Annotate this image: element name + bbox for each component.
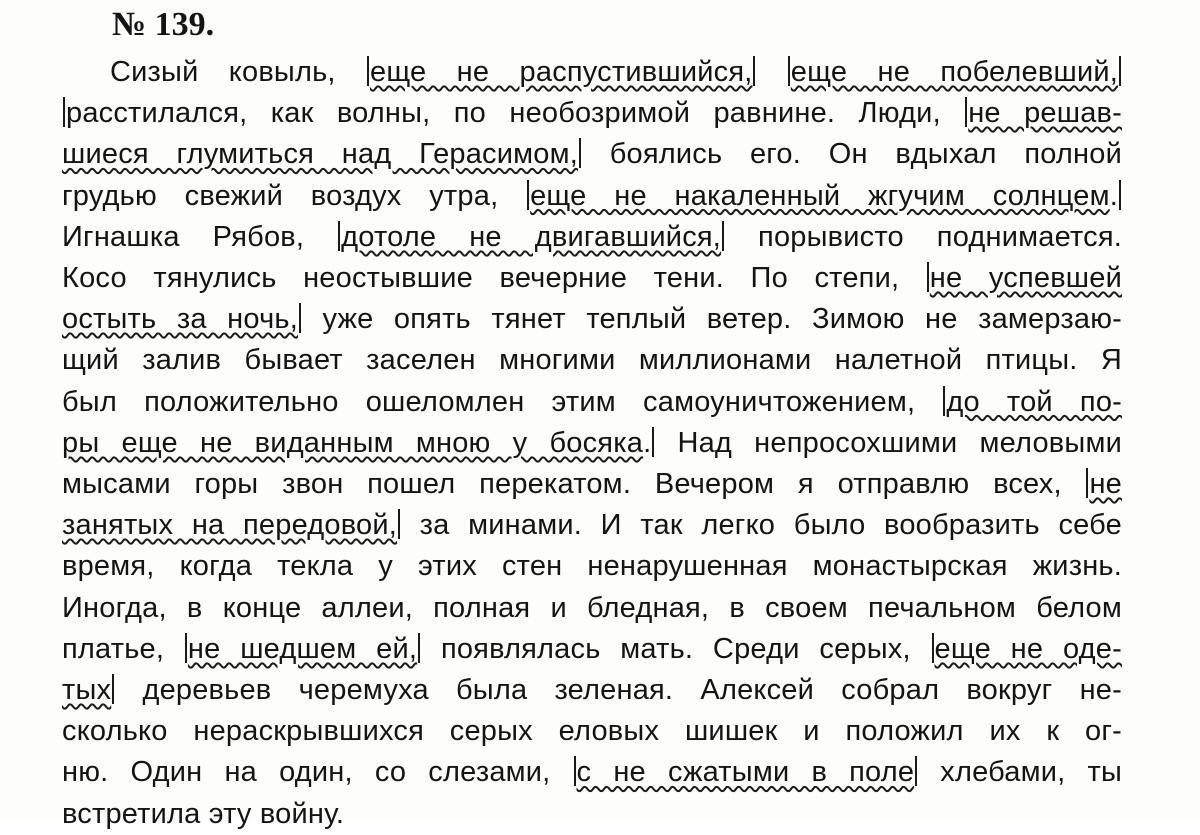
phrase-boundary-mark [1119,56,1121,86]
text-line [62,134,1122,175]
text-line [62,52,1122,93]
text-fragment: Над непросохшими меловыми [655,426,1122,459]
text-fragment: появлялась мать. Среди серых, [421,632,931,665]
phrase-boundary-mark [367,56,369,86]
text-fragment: ню. Один на один, со слезами, [62,756,573,789]
phrase-boundary-mark [927,262,929,292]
phrase-boundary-mark [527,180,529,210]
text-fragment: был положительно ошеломлен этим самоуничтожением, [62,385,943,418]
phrase-boundary-mark [579,138,581,168]
text-fragment: за минами. И так легко было вообразить себе [400,509,1122,542]
phrase-boundary-mark [418,633,420,663]
text-fragment: боялись его. Он вдыхал полной [582,138,1122,171]
phrase-boundary-mark [398,509,400,539]
participial-phrase: занятых на передовой, [62,509,397,542]
text-fragment: . [1109,179,1118,212]
text-line [62,711,1122,752]
phrase-boundary-mark [932,633,934,663]
text-fragment: Иногда, в конце аллеи, полная и бледная, в своем печальном белом [62,591,1122,624]
participial-phrase: еще не оде- [934,632,1122,665]
text-line [62,258,1122,299]
text-line [62,752,1122,793]
text-fragment: деревьев черемуха была зеленая. Алексей собрал вокруг не- [115,674,1122,707]
text-line [62,423,1122,464]
text-line [62,546,1122,587]
phrase-boundary-mark [299,303,301,333]
text-fragment: расстилался, как волны, по необозримой равнине. Люди, [66,97,965,130]
text-line [62,93,1122,134]
exercise-number: № 139. [112,6,215,43]
text-line [62,670,1122,711]
text-line [62,794,1122,835]
phrase-boundary-mark [338,221,340,251]
participial-phrase: с не сжатыми в поле [576,756,915,789]
phrase-boundary-mark [915,756,917,786]
participial-phrase: не шедшем ей, [187,632,418,665]
phrase-boundary-mark [722,221,724,251]
participial-phrase: еще не распустившийся, [369,56,753,88]
text-line [62,299,1122,340]
text-line [62,464,1122,505]
text-fragment: . [643,426,652,459]
text-line [62,176,1122,217]
participial-phrase: еще не побелевший, [790,56,1119,88]
exercise-text [62,52,1122,835]
participial-phrase: до той по- [946,385,1123,418]
text-fragment: мысами горы звон пошел перекатом. Вечером я отправлю всех, [62,468,1086,501]
phrase-boundary-mark [185,633,187,663]
text-fragment [756,56,786,88]
participial-phrase: дотоле не двигавшийся, [341,220,722,253]
text-line [62,340,1122,381]
text-fragment: Косо тянулись неостывшие вечерние тени. По степи, [62,262,926,295]
phrase-boundary-mark [63,97,65,127]
phrase-boundary-mark [1119,180,1121,210]
participial-phrase: не успевшей [929,262,1123,295]
text-line [62,588,1122,629]
participial-phrase: ры еще не виданным мною у босяка [62,426,644,459]
phrase-boundary-mark [574,756,576,786]
text-line [62,505,1122,546]
text-fragment: встретила эту войну. [62,797,345,830]
text-fragment: уже опять тянет теплый ветер. Зимою не замерзаю- [301,303,1122,336]
phrase-boundary-mark [788,56,790,86]
text-fragment: платье, [62,632,184,665]
participial-phrase: шиеся глумиться над Герасимом, [62,138,579,171]
text-fragment: грудью свежий воздух утра, [62,179,527,212]
text-line [62,217,1122,258]
text-fragment: Игнашка Рябов, [62,220,338,253]
text-fragment: щий залив бывает заселен многими миллионами налетной птицы. Я [62,344,1122,377]
text-fragment: Сизый ковыль, [110,56,366,88]
text-fragment: хлебами, ты [918,756,1122,789]
phrase-boundary-mark [965,97,967,127]
text-fragment: порывисто поднимается. [725,220,1122,253]
phrase-boundary-mark [112,674,114,704]
text-fragment: сколько нераскрывшихся серых еловых шишек и положил их к ог- [62,715,1122,748]
participial-phrase: остыть за ночь, [62,303,298,336]
text-line [62,382,1122,423]
text-fragment: время, когда текла у этих стен ненарушенная монастырская жизнь. [62,550,1122,583]
participial-phrase: еще не накаленный жгучим солнцем [530,179,1110,212]
participial-phrase: не решав- [968,97,1122,130]
text-line [62,629,1122,670]
participial-phrase: не [1089,468,1122,501]
participial-phrase: тых [62,674,112,707]
